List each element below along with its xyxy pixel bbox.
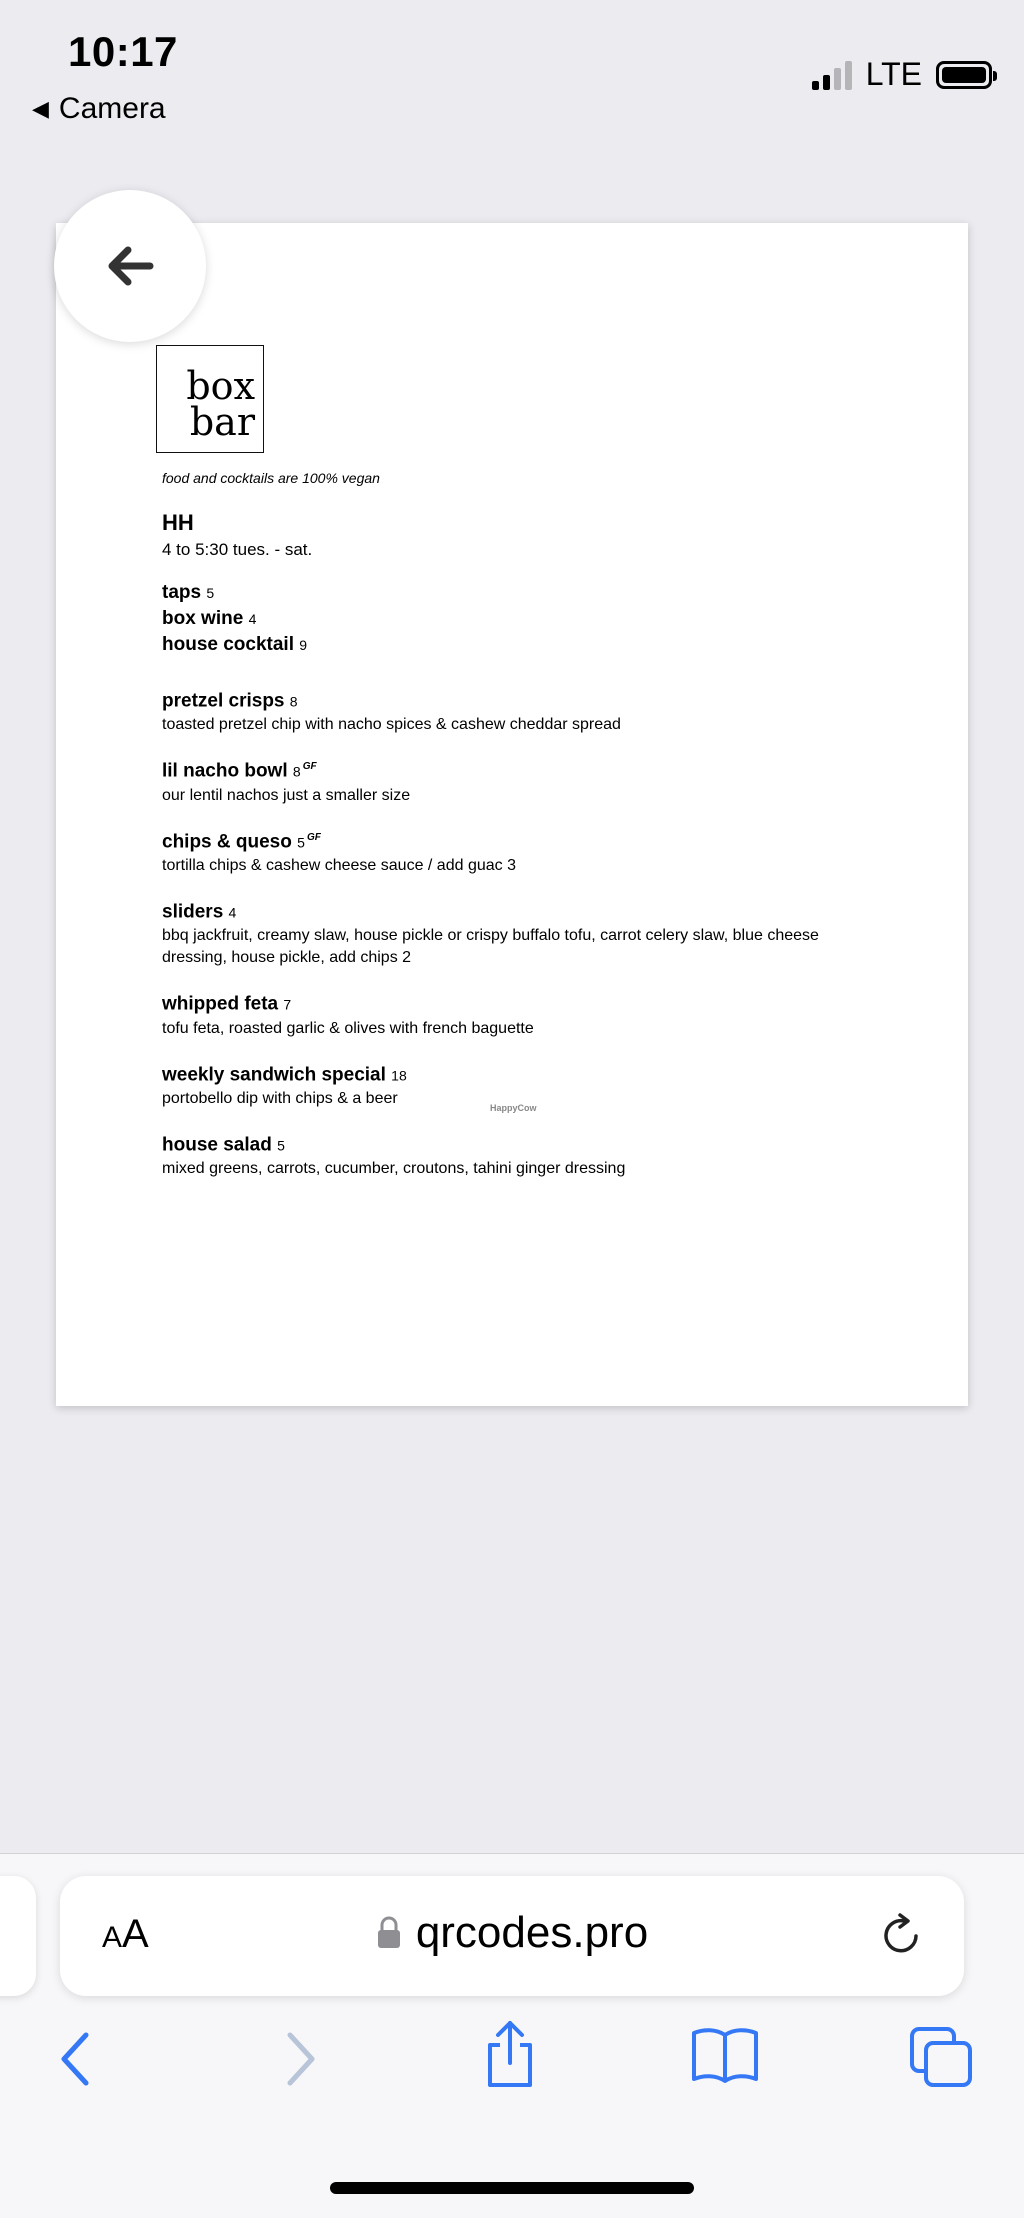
drink-item: box wine 4 bbox=[162, 608, 257, 629]
back-app-label: Camera bbox=[58, 92, 166, 125]
browser-nav-row bbox=[0, 2029, 1024, 2109]
previous-tab-card[interactable] bbox=[0, 1876, 36, 1996]
arrow-left-icon bbox=[106, 246, 154, 286]
home-indicator[interactable] bbox=[330, 2182, 694, 2194]
text-size-button[interactable]: AA bbox=[102, 1912, 149, 1956]
tabs-icon bbox=[908, 2025, 974, 2089]
hh-hours: 4 to 5:30 tues. - sat. bbox=[162, 540, 313, 559]
drink-item: taps 5 bbox=[162, 582, 215, 603]
network-label: LTE bbox=[865, 56, 922, 92]
back-button[interactable] bbox=[54, 190, 206, 342]
bookmarks-button[interactable] bbox=[690, 2025, 760, 2090]
back-to-app-button[interactable] bbox=[32, 92, 166, 126]
menu-item: pretzel crisps 8 toasted pretzel chip with nacho spices & cashew cheddar spread bbox=[162, 690, 621, 734]
lock-icon bbox=[376, 1916, 402, 1950]
logo-line-2: bar bbox=[189, 400, 255, 444]
menu-item: lil nacho bowl 8 $^{GF}$ our lentil nachos just a smaller size bbox=[162, 760, 411, 804]
reload-button[interactable] bbox=[878, 1910, 926, 1965]
menu-content bbox=[162, 470, 882, 1198]
menu-item: house salad 5 mixed greens, carrots, cucumber, croutons, tahini ginger dressing bbox=[162, 1134, 626, 1178]
menu-item: whipped feta 7 tofu feta, roasted garlic & olives with french baguette bbox=[162, 993, 534, 1037]
share-icon bbox=[480, 2017, 540, 2089]
url-text: qrcodes.pro bbox=[415, 1908, 649, 1957]
status-indicators bbox=[812, 56, 992, 93]
logo-line-1: box bbox=[186, 364, 255, 408]
hh-title: HH bbox=[162, 510, 194, 535]
drinks-list bbox=[162, 580, 882, 658]
menu-item: sliders 4 bbq jackfruit, creamy slaw, house pickle or crispy buffalo tofu, carrot celery slaw, blue cheese dressing, house pickle, add chips 2 bbox=[162, 901, 819, 967]
signal-icon bbox=[812, 60, 852, 90]
watermark: HappyCow bbox=[490, 1103, 537, 1113]
boxbar-logo bbox=[156, 345, 264, 453]
back-triangle-icon: ◀ bbox=[32, 96, 49, 121]
drink-item: house cocktail 9 bbox=[162, 634, 308, 655]
share-button[interactable] bbox=[480, 2017, 540, 2094]
address-bar[interactable] bbox=[60, 1876, 964, 1996]
chevron-left-icon bbox=[56, 2029, 96, 2089]
menu-item: weekly sandwich special 18 portobello dip with chips & a beer bbox=[162, 1063, 407, 1107]
forward-nav-button[interactable] bbox=[280, 2029, 320, 2094]
book-icon bbox=[690, 2025, 760, 2085]
menu-item: chips & queso 5 $^{GF}$ tortilla chips & cashew cheese sauce / add guac 3 bbox=[162, 830, 516, 874]
battery-icon bbox=[936, 61, 992, 89]
browser-toolbar bbox=[0, 1853, 1024, 2218]
back-nav-button[interactable] bbox=[56, 2029, 96, 2094]
reload-icon bbox=[878, 1910, 926, 1960]
tabs-button[interactable] bbox=[908, 2025, 974, 2094]
url-field[interactable] bbox=[60, 1908, 964, 1958]
chevron-right-icon bbox=[280, 2029, 320, 2089]
tagline: food and cocktails are 100% vegan bbox=[162, 470, 380, 486]
status-time: 10:17 bbox=[68, 28, 178, 75]
